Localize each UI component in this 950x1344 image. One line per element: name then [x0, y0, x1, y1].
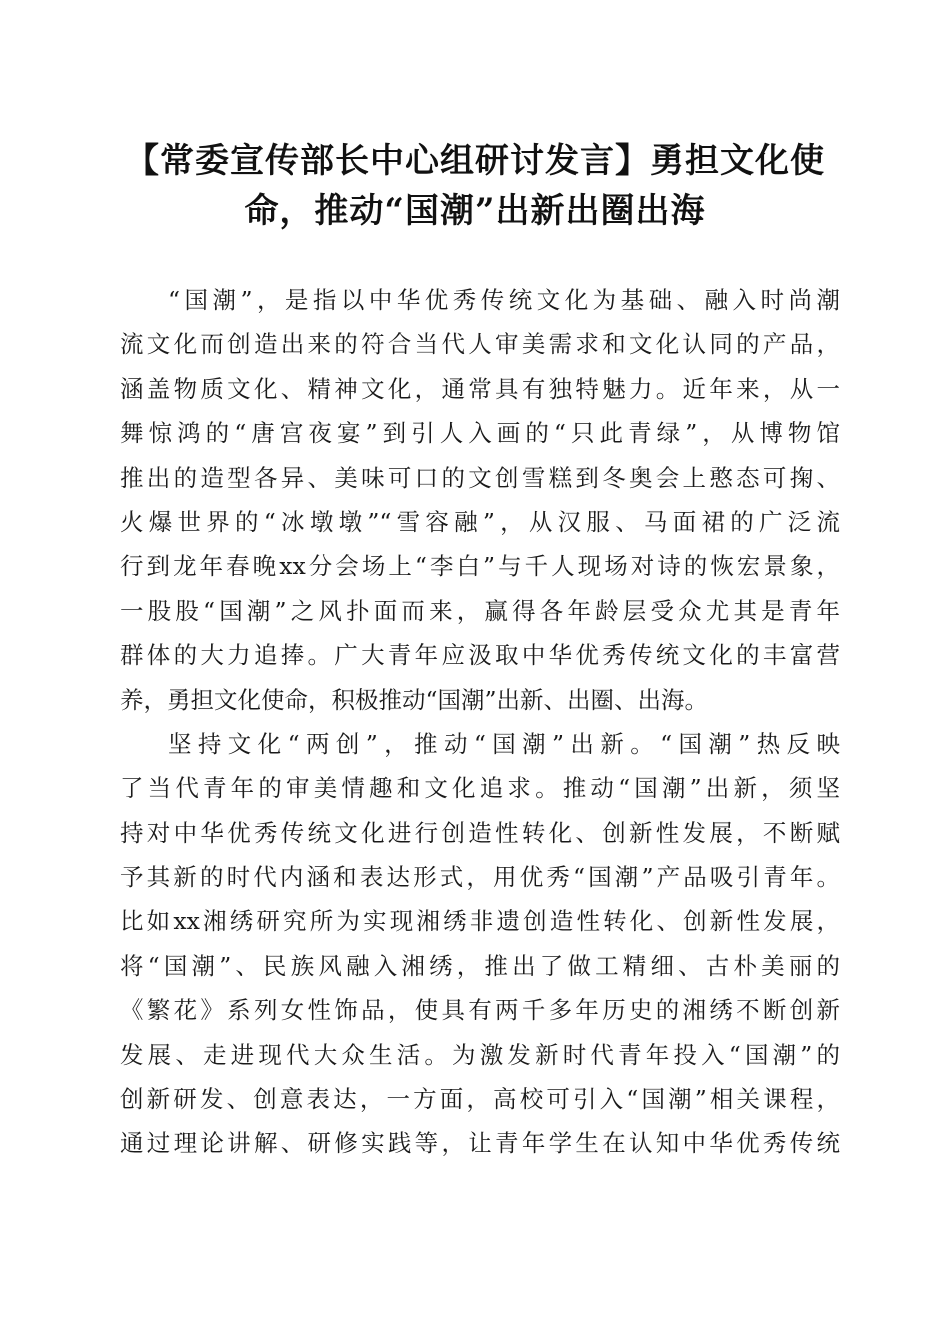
text-line: 比如xx湘绣研究所为实现湘绣非遗创造性转化、创新性发展，: [120, 907, 840, 936]
text-line: 通过理论讲解、研修实践等，让青年学生在认知中华优秀传统: [120, 1129, 840, 1158]
text-line: 推出的造型各异、美味可口的文创雪糕到冬奥会上憨态可掬、: [120, 463, 840, 492]
text-line: 火爆世界的“冰墩墩”“雪容融”，从汉服、马面裙的广泛流: [120, 507, 840, 536]
text-line: 养，勇担文化使命，积极推动“国潮”出新、出圈、出海。: [120, 685, 709, 714]
text-line: 持对中华优秀传统文化进行创造性转化、创新性发展，不断赋: [120, 818, 840, 847]
text-line: 发展、走进现代大众生活。为激发新时代青年投入“国潮”的: [120, 1040, 840, 1069]
text-line: 行到龙年春晚xx分会场上“李白”与千人现场对诗的恢宏景象，: [120, 552, 840, 581]
document-title: [100, 136, 850, 236]
text-line: 涵盖物质文化、精神文化，通常具有独特魅力。近年来，从一: [120, 374, 840, 403]
title-line: 命，推动“国潮”出新出圈出海: [244, 191, 706, 231]
paragraph-2: [120, 722, 840, 1166]
document-body: [120, 278, 840, 1166]
text-line: 群体的大力追捧。广大青年应汲取中华优秀传统文化的丰富营: [120, 641, 840, 670]
text-line: “国潮”，是指以中华优秀传统文化为基础、融入时尚潮: [168, 286, 840, 314]
text-line: 创新研发、创意表达，一方面，高校可引入“国潮”相关课程，: [120, 1085, 840, 1114]
text-line: 了当代青年的审美情趣和文化追求。推动“国潮”出新，须坚: [120, 774, 840, 803]
text-line: 予其新的时代内涵和表达形式，用优秀“国潮”产品吸引青年。: [120, 863, 840, 892]
paragraph-1: [120, 278, 840, 722]
title-line: 【常委宣传部长中心组研讨发言】勇担文化使: [125, 141, 825, 181]
text-line: 一股股“国潮”之风扑面而来，赢得各年龄层受众尤其是青年: [120, 596, 840, 625]
text-line: 舞惊鸿的“唐宫夜宴”到引人入画的“只此青绿”，从博物馆: [120, 419, 840, 448]
text-line: 将“国潮”、民族风融入湘绣，推出了做工精细、古朴美丽的: [120, 951, 840, 980]
text-line: 《繁花》系列女性饰品，使具有两千多年历史的湘绣不断创新: [120, 996, 840, 1025]
text-line: 流文化而创造出来的符合当代人审美需求和文化认同的产品，: [120, 330, 840, 359]
text-line: 坚持文化“两创”，推动“国潮”出新。“国潮”热反映: [168, 729, 840, 758]
